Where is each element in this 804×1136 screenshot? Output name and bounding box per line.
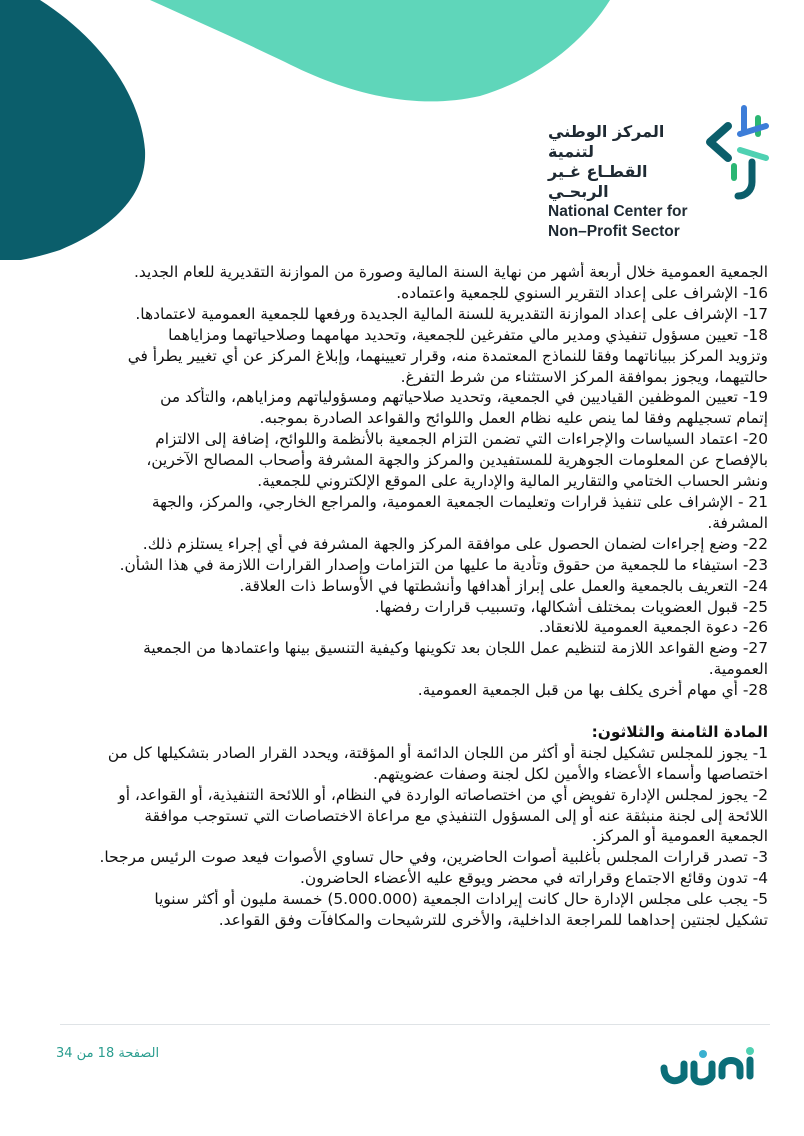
body-line: 21 - الإشراف على تنفيذ قرارات وتعليمات الجمعية العمومية، والمراجع الخارجي، والمركز، والجهة — [151, 492, 768, 511]
body-line: 17- الإشراف على إعداد الموازنة التقديرية للسنة المالية الجديدة ورفعها للجمعية العمومية لاعتمادها. — [135, 304, 768, 323]
body-line: بالإفصاح عن المعلومات الجوهرية للمستفيدين والمركز والجهة المشرفة وأصحاب المصالح الآخرين، — [146, 451, 768, 470]
article-line: 5- يجب على مجلس الإدارة حال كانت إيرادات الجمعية (5.000.000) خمسة مليون أو أكثر سنويا — [154, 890, 768, 909]
body-line: وتزويد المركز ببياناتهما وفقا للنماذج المعتمدة منه، وقرار تعيينهما، وإبلاغ المركز عن أي تغيير يطرأ في — [127, 346, 768, 365]
page-number: الصفحة 18 من 34 — [56, 1046, 160, 1061]
body-line: المشرفة. — [707, 513, 768, 532]
body-line: حالتيهما، ويجوز بموافقة المركز الاستثناء من شرط التفرغ. — [400, 367, 768, 386]
logo-arabic-line-2: القطـاع غـير الربحـي — [548, 162, 648, 201]
body-line: 19- تعيين الموظفين القياديين في الجمعية، وتحديد صلاحياتهم ومسؤولياتهم ومزاياهم، والتأكد من — [160, 388, 768, 407]
logo-english-line-1: National Center for — [548, 203, 688, 220]
body-line: العمومية. — [708, 660, 768, 679]
logo-text — [548, 122, 698, 242]
body-line: إتمام تسجيلهم وفقا لما ينص عليه نظام العمل واللوائح والقواعد الصادرة بموجبه. — [259, 409, 768, 428]
body-line: 27- وضع القواعد اللازمة لتنظيم عمل اللجان بعد تكوينها وكيفية التنسيق بينها واعتمادها من الجمعية — [143, 639, 768, 658]
article-heading: المادة الثامنة والثلاثون: — [591, 722, 768, 741]
footer-divider — [60, 1024, 770, 1025]
teal-corner-shape — [0, 0, 145, 260]
ncnp-logo-icon — [700, 104, 772, 204]
body-line: ونشر الحساب الختامي والتقارير المالية والإدارية على الموقع الإلكتروني للجمعية. — [257, 472, 768, 491]
header-logo — [548, 104, 778, 240]
body-line: 28- أي مهام أخرى يكلف بها من قبل الجمعية العمومية. — [417, 681, 768, 700]
body-line: 26- دعوة الجمعية العمومية للانعقاد. — [538, 618, 768, 637]
body-line: 24- التعريف بالجمعية والعمل على إبراز أهدافها وأنشطتها في الأوساط ذات العلاقة. — [239, 576, 768, 595]
mint-wave-shape — [150, 0, 610, 101]
document-body — [36, 262, 768, 931]
article-line: اللائحة إلى لجنة منبثقة عنه أو إلى المسؤول التنفيذي مع مراعاة الاختصاصات التي تستوجب موافقة — [144, 806, 768, 825]
article-line: 2- يجوز لمجلس الإدارة تفويض أي من اختصاصاته الواردة في النظام، أو اللائحة التنفيذية، أو القواعد، أو — [118, 785, 768, 804]
article-line: 3- تصدر قرارات المجلس بأغلبية أصوات الحاضرين، وفي حال تساوي الأصوات فيعد صوت الرئيس مرجحا. — [99, 848, 768, 867]
article-line: 1- يجوز للمجلس تشكيل لجنة أو أكثر من اللجان الدائمة أو المؤقتة، ويحدد القرار الصادر بتشكيلها كل من — [107, 743, 768, 762]
paragraph-gap — [36, 701, 768, 722]
article-line: تشكيل لجنتين إحداهما للمراجعة الداخلية، والأخرى للترشيحات والمكافآت وفق القواعد. — [218, 911, 768, 930]
body-line: 18- تعيين مسؤول تنفيذي ومدير مالي متفرغين للجمعية، وتحديد مهامهما وصلاحياتهما ومزاياهما — [168, 325, 768, 344]
body-line: 16- الإشراف على إعداد التقرير السنوي للجمعية واعتماده. — [396, 283, 768, 302]
noon-brand-logo-icon — [660, 1046, 764, 1090]
body-line: 23- استيفاء ما للجمعية من حقوق وتأدية ما عليها من التزامات وإصدار القرارات اللازمة في هذا الشأن. — [119, 555, 768, 574]
article-line: اختصاصها وأسماء الأعضاء والأمين لكل لجنة وصفات عضويتهم. — [372, 764, 768, 783]
logo-english-line-2: Non–Profit Sector — [548, 223, 680, 240]
body-line: 22- وضع إجراءات لضمان الحصول على موافقة المركز والجهة المشرفة في أي إجراء يستلزم ذلك. — [142, 534, 768, 553]
article-line: الجمعية العمومية أو المركز. — [592, 827, 768, 846]
logo-arabic-line-1: المركز الوطني لتنمية — [548, 122, 665, 161]
body-line: 20- اعتماد السياسات والإجراءات التي تضمن التزام الجمعية بالأنظمة واللوائح، إضافة إلى الالتزام — [155, 430, 768, 449]
body-line: 25- قبول العضويات بمختلف أشكالها، وتسبيب قرارات رفضها. — [374, 597, 768, 616]
article-line: 4- تدون وقائع الاجتماع وقراراته في محضر ويوقع عليه الأعضاء الحاضرون. — [300, 869, 768, 888]
body-line: الجمعية العمومية خلال أربعة أشهر من نهاية السنة المالية وصورة من الموازنة التقديرية للعام الجديد. — [134, 263, 768, 281]
